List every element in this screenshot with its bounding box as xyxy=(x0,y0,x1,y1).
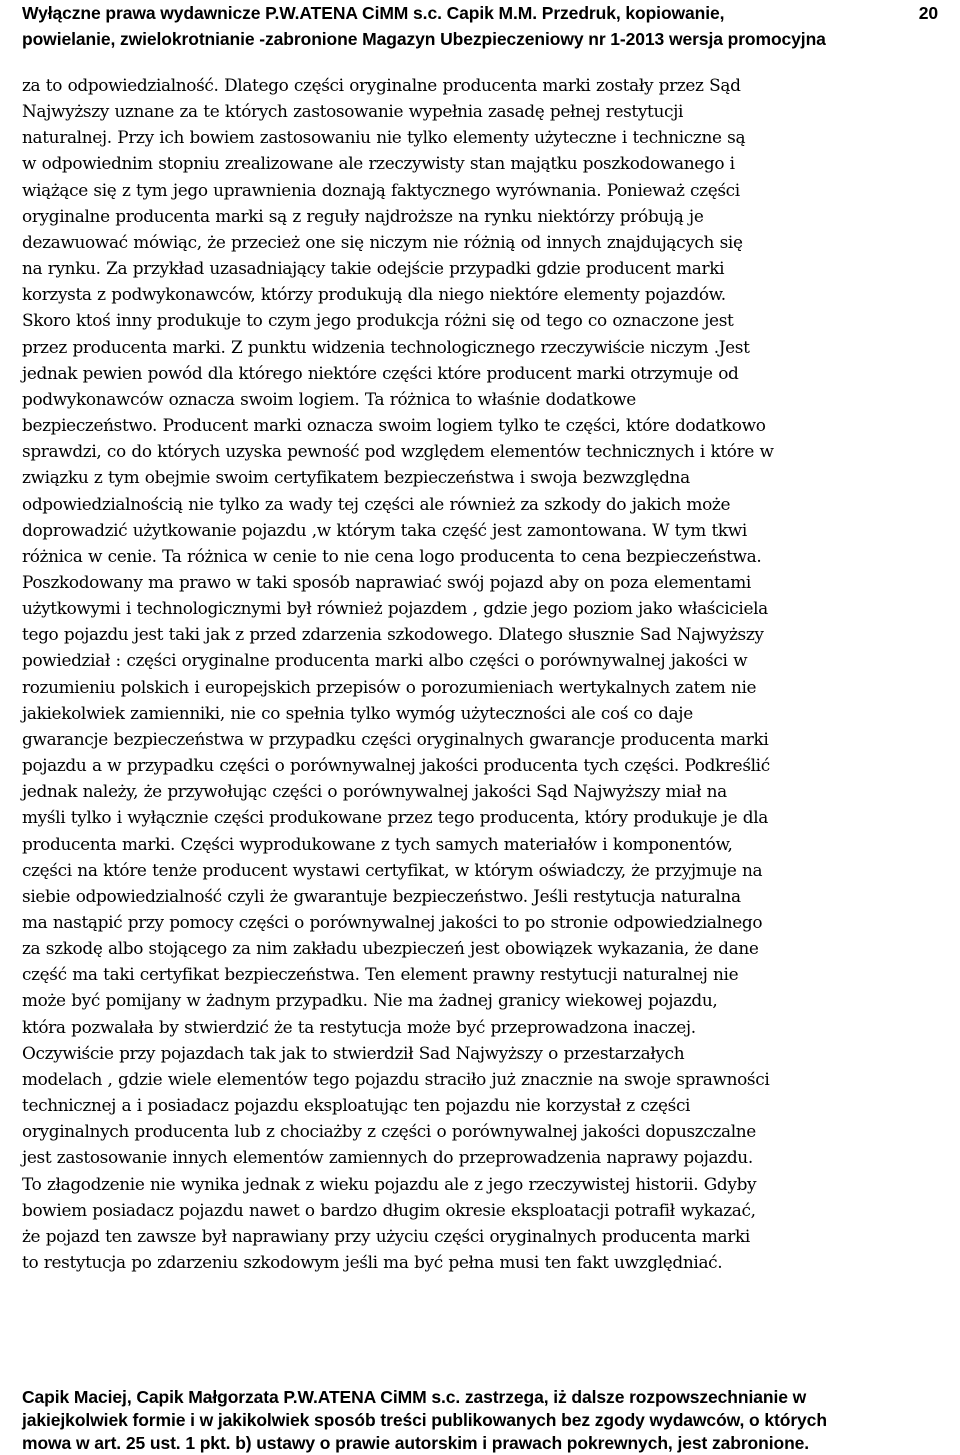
body-line: przez producenta marki. Z punktu widzenia technologicznego rzeczywiście niczym .Jest xyxy=(22,336,750,357)
page-number: 20 xyxy=(918,3,938,23)
body-line: pojazdu a w przypadku części o porównywalnej jakości producenta tych części. Podkreślić xyxy=(22,755,770,776)
body-line: myśli tylko i wyłącznie części produkowane przez tego producenta, który produkuje je dla xyxy=(22,807,768,828)
body-line: części na które tenże producent wystawi certyfikat, w którym oświadczy, że przyjmuje na xyxy=(22,859,763,880)
body-line: oryginalne producenta marki są z reguły najdroższe na rynku niektórzy próbują je xyxy=(22,205,704,226)
header-line-2: powielanie, zwielokrotnianie -zabronione Magazyn Ubezpieczeniowy nr 1-2013 wersja promocyjna xyxy=(22,29,826,49)
body-line: za to odpowiedzialność. Dlatego części oryginalne producenta marki zostały przez Sąd xyxy=(22,75,741,95)
body-line: Poszkodowany ma prawo w taki sposób naprawiać swój pojazd aby on poza elementami xyxy=(22,571,751,592)
body-line: jest zastosowanie innych elementów zamiennych do przeprowadzenia naprawy pojazdu. xyxy=(22,1147,753,1168)
body-line: jednak należy, że przywołując części o porównywalnej jakości Sąd Najwyższy miał na xyxy=(22,781,727,802)
body-line: że pojazd ten zawsze był naprawiany przy użyciu części oryginalnych producenta marki xyxy=(22,1225,750,1246)
body-line: wiążące się z tym jego uprawnienia doznają faktycznego wyrównania. Ponieważ części xyxy=(22,179,740,200)
body-line: odpowiedzialnością nie tylko za wady tej części ale również za szkody do jakich może xyxy=(22,493,731,514)
body-line: producenta marki. Części wyprodukowane z tych samych materiałów i komponentów, xyxy=(22,833,733,854)
body-line: sprawdzi, co do których uzyska pewność pod względem elementów technicznych i które w xyxy=(22,441,774,462)
body-line: korzysta z podwykonawców, którzy produkują dla niego niektóre elementy pojazdów. xyxy=(22,284,726,305)
body-line: To złagodzenie nie wynika jednak z wieku pojazdu ale z jego rzeczywistej historii. Gdyby xyxy=(22,1173,757,1194)
body-line: może być pomijany w żadnym przypadku. Nie ma żadnej granicy wiekowej pojazdu, xyxy=(22,990,718,1011)
body-line: bowiem posiadacz pojazdu nawet o bardzo długim okresie eksploatacji potrafił wykazać, xyxy=(22,1199,756,1220)
body-line: w odpowiednim stopniu zrealizowane ale rzeczywisty stan majątku poszkodowanego i xyxy=(22,153,735,174)
footer-line-2: jakiejkolwiek formie i w jakikolwiek sposób treści publikowanych bez zgody wydawców, o których xyxy=(22,1410,827,1430)
page-header xyxy=(22,0,938,52)
body-line: która pozwalała by stwierdzić że ta restytucja może być przeprowadzona inaczej. xyxy=(22,1016,696,1037)
body-line: za szkodę albo stojącego za nim zakładu ubezpieczeń jest obowiązek wykazania, że dane xyxy=(22,938,759,959)
page-footer xyxy=(22,1386,938,1455)
body-line: użytkowymi i technologicznymi był również pojazdem , gdzie jego poziom jako właściciela xyxy=(22,598,768,619)
body-line: część ma taki certyfikat bezpieczeństwa. Ten element prawny restytucji naturalnej nie xyxy=(22,964,739,985)
body-line: ma nastąpić przy pomocy części o porównywalnej jakości to po stronie odpowiedzialnego xyxy=(22,912,763,932)
body-line: oryginalnych producenta lub z chociażby z części o porównywalnej jakości dopuszczalne xyxy=(22,1121,756,1142)
body-line: to restytucja po zdarzeniu szkodowym jeśli ma być pełna musi ten fakt uwzględniać. xyxy=(22,1252,723,1273)
body-line: siebie odpowiedzialność czyli że gwarantuje bezpieczeństwo. Jeśli restytucja naturalna xyxy=(22,885,741,906)
footer-line-3: mowa w art. 25 ust. 1 pkt. b) ustawy o prawie autorskim i prawach pokrewnych, jest zabronione. xyxy=(22,1433,810,1453)
body-line: Oczywiście przy pojazdach tak jak to stwierdził Sad Najwyższy o przestarzałych xyxy=(22,1042,685,1063)
body-line: podwykonawców oznacza swoim logiem. Ta różnica to właśnie dodatkowe xyxy=(22,388,636,409)
body-line: dezawuować mówiąc, że przecież one się niczym nie różnią od innych znajdujących się xyxy=(22,231,743,252)
body-line: związku z tym obejmie swoim certyfikatem bezpieczeństwa i swoja bezwzględna xyxy=(22,467,690,488)
body-line: różnica w cenie. Ta różnica w cenie to nie cena logo producenta to cena bezpieczeństwa. xyxy=(22,545,762,566)
body-line: na rynku. Za przykład uzasadniający takie odejście przypadki gdzie producent marki xyxy=(22,258,725,279)
body-line: Skoro ktoś inny produkuje to czym jego produkcja różni się od tego co oznaczone jest xyxy=(22,310,734,331)
header-line-1: Wyłączne prawa wydawnicze P.W.ATENA CiMM s.c. Capik M.M. Przedruk, kopiowanie, xyxy=(22,3,725,23)
body-line: doprowadzić użytkowanie pojazdu ,w którym taka część jest zamontowana. W tym tkwi xyxy=(22,519,747,540)
body-line: naturalnej. Przy ich bowiem zastosowaniu nie tylko elementy użyteczne i techniczne są xyxy=(22,127,746,148)
body-line: technicznej a i posiadacz pojazdu eksploatując ten pojazdu nie korzystał z części xyxy=(22,1095,691,1116)
body-line: Najwyższy uznane za te których zastosowanie wypełnia zasadę pełnej restytucji xyxy=(22,101,684,122)
body-line: bezpieczeństwo. Producent marki oznacza swoim logiem tylko te części, które dodatkowo xyxy=(22,415,766,436)
body-line: tego pojazdu jest taki jak z przed zdarzenia szkodowego. Dlatego słusznie Sad Najwyższy xyxy=(22,624,764,645)
body-line: gwarancje bezpieczeństwa w przypadku części oryginalnych gwarancje producenta marki xyxy=(22,728,769,749)
body-line: powiedział : części oryginalne producenta marki albo części o porównywalnej jakości w xyxy=(22,650,748,671)
body-line: rozumieniu polskich i europejskich przepisów o porozumieniach wertykalnych zatem nie xyxy=(22,676,757,697)
body-line: jakiekolwiek zamienniki, nie co spełnia tylko wymóg użyteczności ale coś co daje xyxy=(22,702,693,723)
body-line: modelach , gdzie wiele elementów tego pojazdu straciło już znacznie na swoje sprawności xyxy=(22,1068,770,1089)
body-line: jednak pewien powód dla którego niektóre części które producent marki otrzymuje od xyxy=(22,362,739,383)
article-body xyxy=(22,72,956,1275)
footer-line-1: Capik Maciej, Capik Małgorzata P.W.ATENA CiMM s.c. zastrzega, iż dalsze rozpowszechnianie w xyxy=(22,1387,807,1407)
